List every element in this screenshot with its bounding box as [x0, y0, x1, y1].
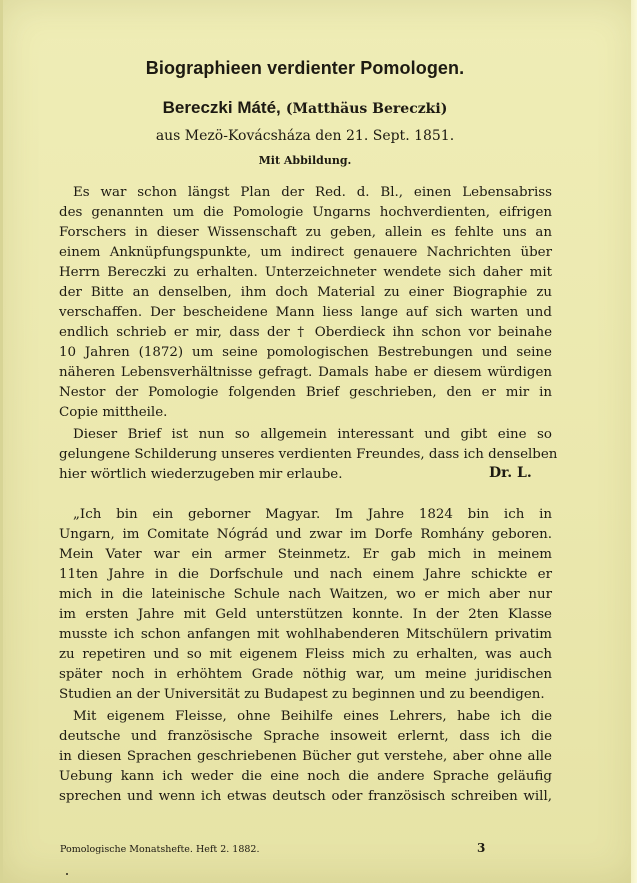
letter-line: im ersten Jahre mit Geld unterstützen konnte. In der 2ten Klasse	[59, 607, 552, 622]
paragraph-line: Es war schon längst Plan der Red. d. Bl., einen Lebensabriss	[73, 185, 552, 200]
letter-line: Studien an der Universität zu Budapest zu beginnen und zu beendigen.	[59, 687, 545, 702]
letter-line: später noch in erhöhtem Grade nöthig war, um meine juridischen	[59, 667, 552, 682]
paragraph-line: endlich schrieb er mir, dass der † Oberdieck ihn schon vor beinahe	[59, 325, 552, 340]
letter-line: Uebung kann ich weder die eine noch die andere Sprache geläufig	[59, 769, 552, 784]
letter-line: 11ten Jahre in die Dorfschule und nach einem Jahre schickte er	[59, 567, 552, 582]
author-signature: Dr. L.	[489, 465, 532, 481]
paragraph-line: Nestor der Pomologie folgenden Brief geschrieben, den er mir in	[59, 385, 552, 400]
letter-line: sprechen und wenn ich etwas deutsch oder französisch schreiben will,	[59, 789, 552, 804]
letter-line: musste ich schon anfangen mit wohlhabenderen Mitschülern privatim	[59, 627, 552, 642]
paragraph-line: hier wörtlich wiederzugeben mir erlaube.	[59, 467, 343, 482]
ink-speck	[66, 873, 68, 875]
paragraph-line: Herrn Bereczki zu erhalten. Unterzeichneter wendete sich daher mit	[59, 265, 552, 280]
paragraph-line: verschaffen. Der bescheidene Mann liess lange auf sich warten und	[59, 305, 552, 320]
article-title: Biographieen verdienter Pomologen.	[145, 58, 465, 78]
letter-line: mich in die lateinische Schule nach Waitzen, wo er mich aber nur	[59, 587, 552, 602]
paragraph-line: Dieser Brief ist nun so allgemein interessant und gibt eine so	[73, 427, 552, 442]
paragraph-line: des genannten um die Pomologie Ungarns hochverdienten, eifrigen	[59, 205, 552, 220]
letter-line: zu repetiren und so mit eigenem Fleiss mich zu erhalten, was auch	[59, 647, 552, 662]
letter-line: Mein Vater war ein armer Steinmetz. Er gab mich in meinem	[59, 547, 552, 562]
paragraph-line: der Bitte an denselben, ihm doch Material zu einer Biographie zu	[59, 285, 552, 300]
illustration-note: Mit Abbildung.	[258, 154, 352, 167]
paragraph-line: gelungene Schilderung unseres verdienten Freundes, dass ich denselben	[59, 447, 558, 462]
page-right-edge	[631, 0, 637, 883]
letter-line: „Ich bin ein geborner Magyar. Im Jahre 1824 bin ich in	[73, 507, 552, 522]
letter-line: Ungarn, im Comitate Nógrád und zwar im Dorfe Romhány geboren.	[59, 527, 552, 542]
paragraph-line: näheren Lebensverhältnisse gefragt. Damals habe er diesem würdigen	[59, 365, 552, 380]
paragraph-line: Forschers in dieser Wissenschaft zu geben, allein es fehlte uns an	[59, 225, 552, 240]
journal-footer: Pomologische Monatshefte. Heft 2. 1882.	[60, 844, 260, 855]
letter-line: deutsche und französische Sprache insoweit erlernt, dass ich die	[59, 729, 552, 744]
subject-name: Bereczki Máté,	[162, 98, 281, 117]
article-subtitle	[0, 98, 610, 118]
subject-name-german: (Matthäus Bereczki)	[285, 101, 448, 117]
letter-line: in diesen Sprachen geschriebenen Bücher gut verstehe, aber ohne alle	[59, 749, 552, 764]
subject-origin: aus Mezö-Kovácsháza den 21. Sept. 1851.	[155, 128, 455, 144]
paragraph-line: 10 Jahren (1872) um seine pomologischen Bestrebungen und seine	[59, 345, 552, 360]
page-number: 3	[477, 841, 486, 855]
letter-line: Mit eigenem Fleisse, ohne Beihilfe eines Lehrers, habe ich die	[73, 709, 552, 724]
paragraph-line: Copie mittheile.	[59, 405, 168, 420]
paragraph-line: einem Anknüpfungspunkte, um indirect genauere Nachrichten über	[59, 245, 552, 260]
